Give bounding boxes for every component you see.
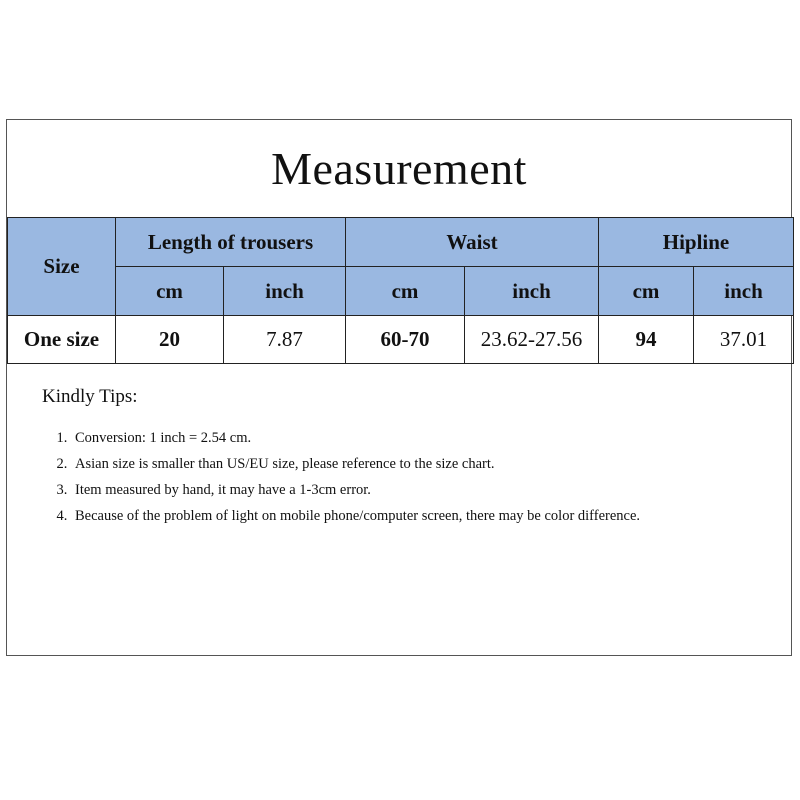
unit-header: inch [465, 267, 599, 316]
unit-header: inch [224, 267, 346, 316]
unit-header: inch [694, 267, 794, 316]
chart-title: Measurement [271, 143, 527, 194]
length-header: Length of trousers [116, 218, 346, 267]
value-cell: 37.01 [694, 316, 794, 364]
waist-header: Waist [346, 218, 599, 267]
value-cell: 7.87 [224, 316, 346, 364]
unit-header: cm [116, 267, 224, 316]
tips-list [42, 425, 762, 529]
size-table [7, 217, 794, 364]
list-item: 3. Item measured by hand, it may have a 1-3cm error. [71, 477, 762, 503]
list-item: 1. Conversion: 1 inch = 2.54 cm. [71, 425, 762, 451]
list-item: 4. Because of the problem of light on mobile phone/computer screen, there may be color difference. [71, 503, 675, 529]
tips-section [42, 386, 762, 529]
value-cell: 94 [599, 316, 694, 364]
tips-title: Kindly Tips: [42, 386, 138, 407]
unit-header: cm [346, 267, 465, 316]
value-cell: 23.62-27.56 [465, 316, 599, 364]
value-cell: 60-70 [346, 316, 465, 364]
unit-header-row [8, 267, 794, 316]
size-cell: One size [8, 316, 116, 364]
value-cell: 20 [116, 316, 224, 364]
size-chart-card [6, 119, 792, 656]
list-item: 2. Asian size is smaller than US/EU size, please reference to the size chart. [71, 451, 762, 477]
group-header-row [8, 218, 794, 267]
unit-header: cm [599, 267, 694, 316]
table-row [8, 316, 794, 364]
size-header: Size [8, 218, 116, 316]
hipline-header: Hipline [599, 218, 794, 267]
